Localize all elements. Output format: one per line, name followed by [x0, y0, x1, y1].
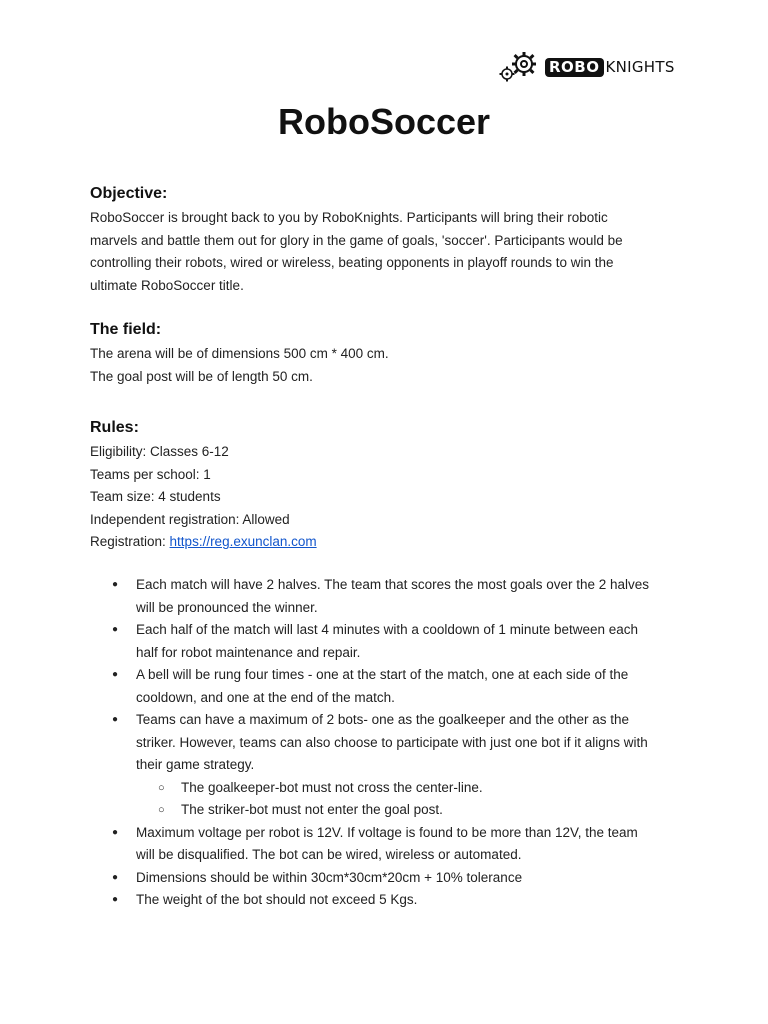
list-item — [90, 664, 680, 709]
rules-text — [90, 441, 680, 554]
rules-heading: Rules: — [90, 419, 139, 436]
objective-line: RoboSoccer is brought back to you by RoboKnights. Participants will bring their robotic — [90, 210, 608, 225]
bullet-line: their game strategy. — [136, 757, 255, 772]
list-item — [90, 867, 680, 890]
objective-heading: Objective: — [90, 185, 168, 202]
bullet-line: ● Each half of the match will last 4 minutes with a cooldown of 1 minute between each — [136, 622, 639, 637]
logo-robo-text: ROBO — [545, 58, 604, 77]
objective-line: ultimate RoboSoccer title. — [90, 277, 244, 293]
bullet-line: cooldown, and one at the end of the match. — [136, 689, 395, 705]
page-title: RoboSoccer — [277, 101, 491, 142]
bullet-line: ● Maximum voltage per robot is 12V. If voltage is found to be more than 12V, the team — [136, 824, 638, 840]
sub-list-item: ○ The striker-bot must not enter the goal post. — [136, 799, 680, 822]
bullet-line: ● Each match will have 2 halves. The team that scores the most goals over the 2 halves — [136, 577, 650, 592]
bullet-line: ● Dimensions should be within 30cm*30cm*20cm + 10% tolerance — [136, 869, 523, 885]
registration-link[interactable]: https://reg.exunclan.com — [169, 534, 317, 550]
logo-wordmark — [545, 58, 675, 77]
bullet-line: ● Teams can have a maximum of 2 bots- one as the goalkeeper and the other as the — [136, 712, 630, 727]
rules-section — [90, 416, 680, 554]
list-item — [90, 709, 680, 822]
rules-line: Teams per school: 1 — [90, 466, 211, 482]
objective-text — [90, 207, 670, 297]
bullet-line: ● A bell will be rung four times - one at the start of the match, one at each side of the — [136, 667, 629, 682]
list-item — [90, 619, 680, 664]
list-item — [90, 822, 680, 867]
rules-bullet-list — [90, 574, 680, 912]
objective-line: controlling their robots, wired or wireless, beating opponents in playoff rounds to win the — [90, 255, 614, 271]
field-text — [90, 343, 680, 388]
gears-icon — [498, 50, 542, 84]
rules-line: Team size: 4 students — [90, 489, 221, 505]
sub-bullet-list — [136, 777, 680, 822]
rules-line: Eligibility: Classes 6-12 — [90, 444, 229, 459]
bullet-line: striker. However, teams can also choose to participate with just one bot if it aligns with — [136, 734, 648, 750]
registration-label: Registration: — [90, 534, 170, 550]
field-line: The arena will be of dimensions 500 cm * 400 cm. — [90, 346, 389, 361]
field-line: The goal post will be of length 50 cm. — [90, 368, 313, 384]
field-section — [90, 318, 680, 388]
list-item — [90, 889, 680, 912]
rules-line: Independent registration: Allowed — [90, 511, 290, 527]
bullet-line: half for robot maintenance and repair. — [136, 644, 361, 660]
field-heading: The field: — [90, 321, 162, 338]
logo-knights-text: KNIGHTS — [605, 58, 675, 76]
sub-list-item: ○ The goalkeeper-bot must not cross the center-line. — [136, 777, 680, 800]
bullet-line: will be disqualified. The bot can be wired, wireless or automated. — [136, 847, 522, 862]
roboknights-logo — [498, 50, 675, 84]
registration-line — [90, 531, 680, 554]
objective-line: marvels and battle them out for glory in the game of goals, 'soccer'. Participants would be — [90, 232, 623, 248]
bullet-line: will be pronounced the winner. — [136, 599, 318, 615]
bullet-line: ● The weight of the bot should not exceed 5 Kgs. — [136, 892, 418, 907]
objective-section — [90, 182, 670, 297]
list-item — [90, 574, 680, 619]
